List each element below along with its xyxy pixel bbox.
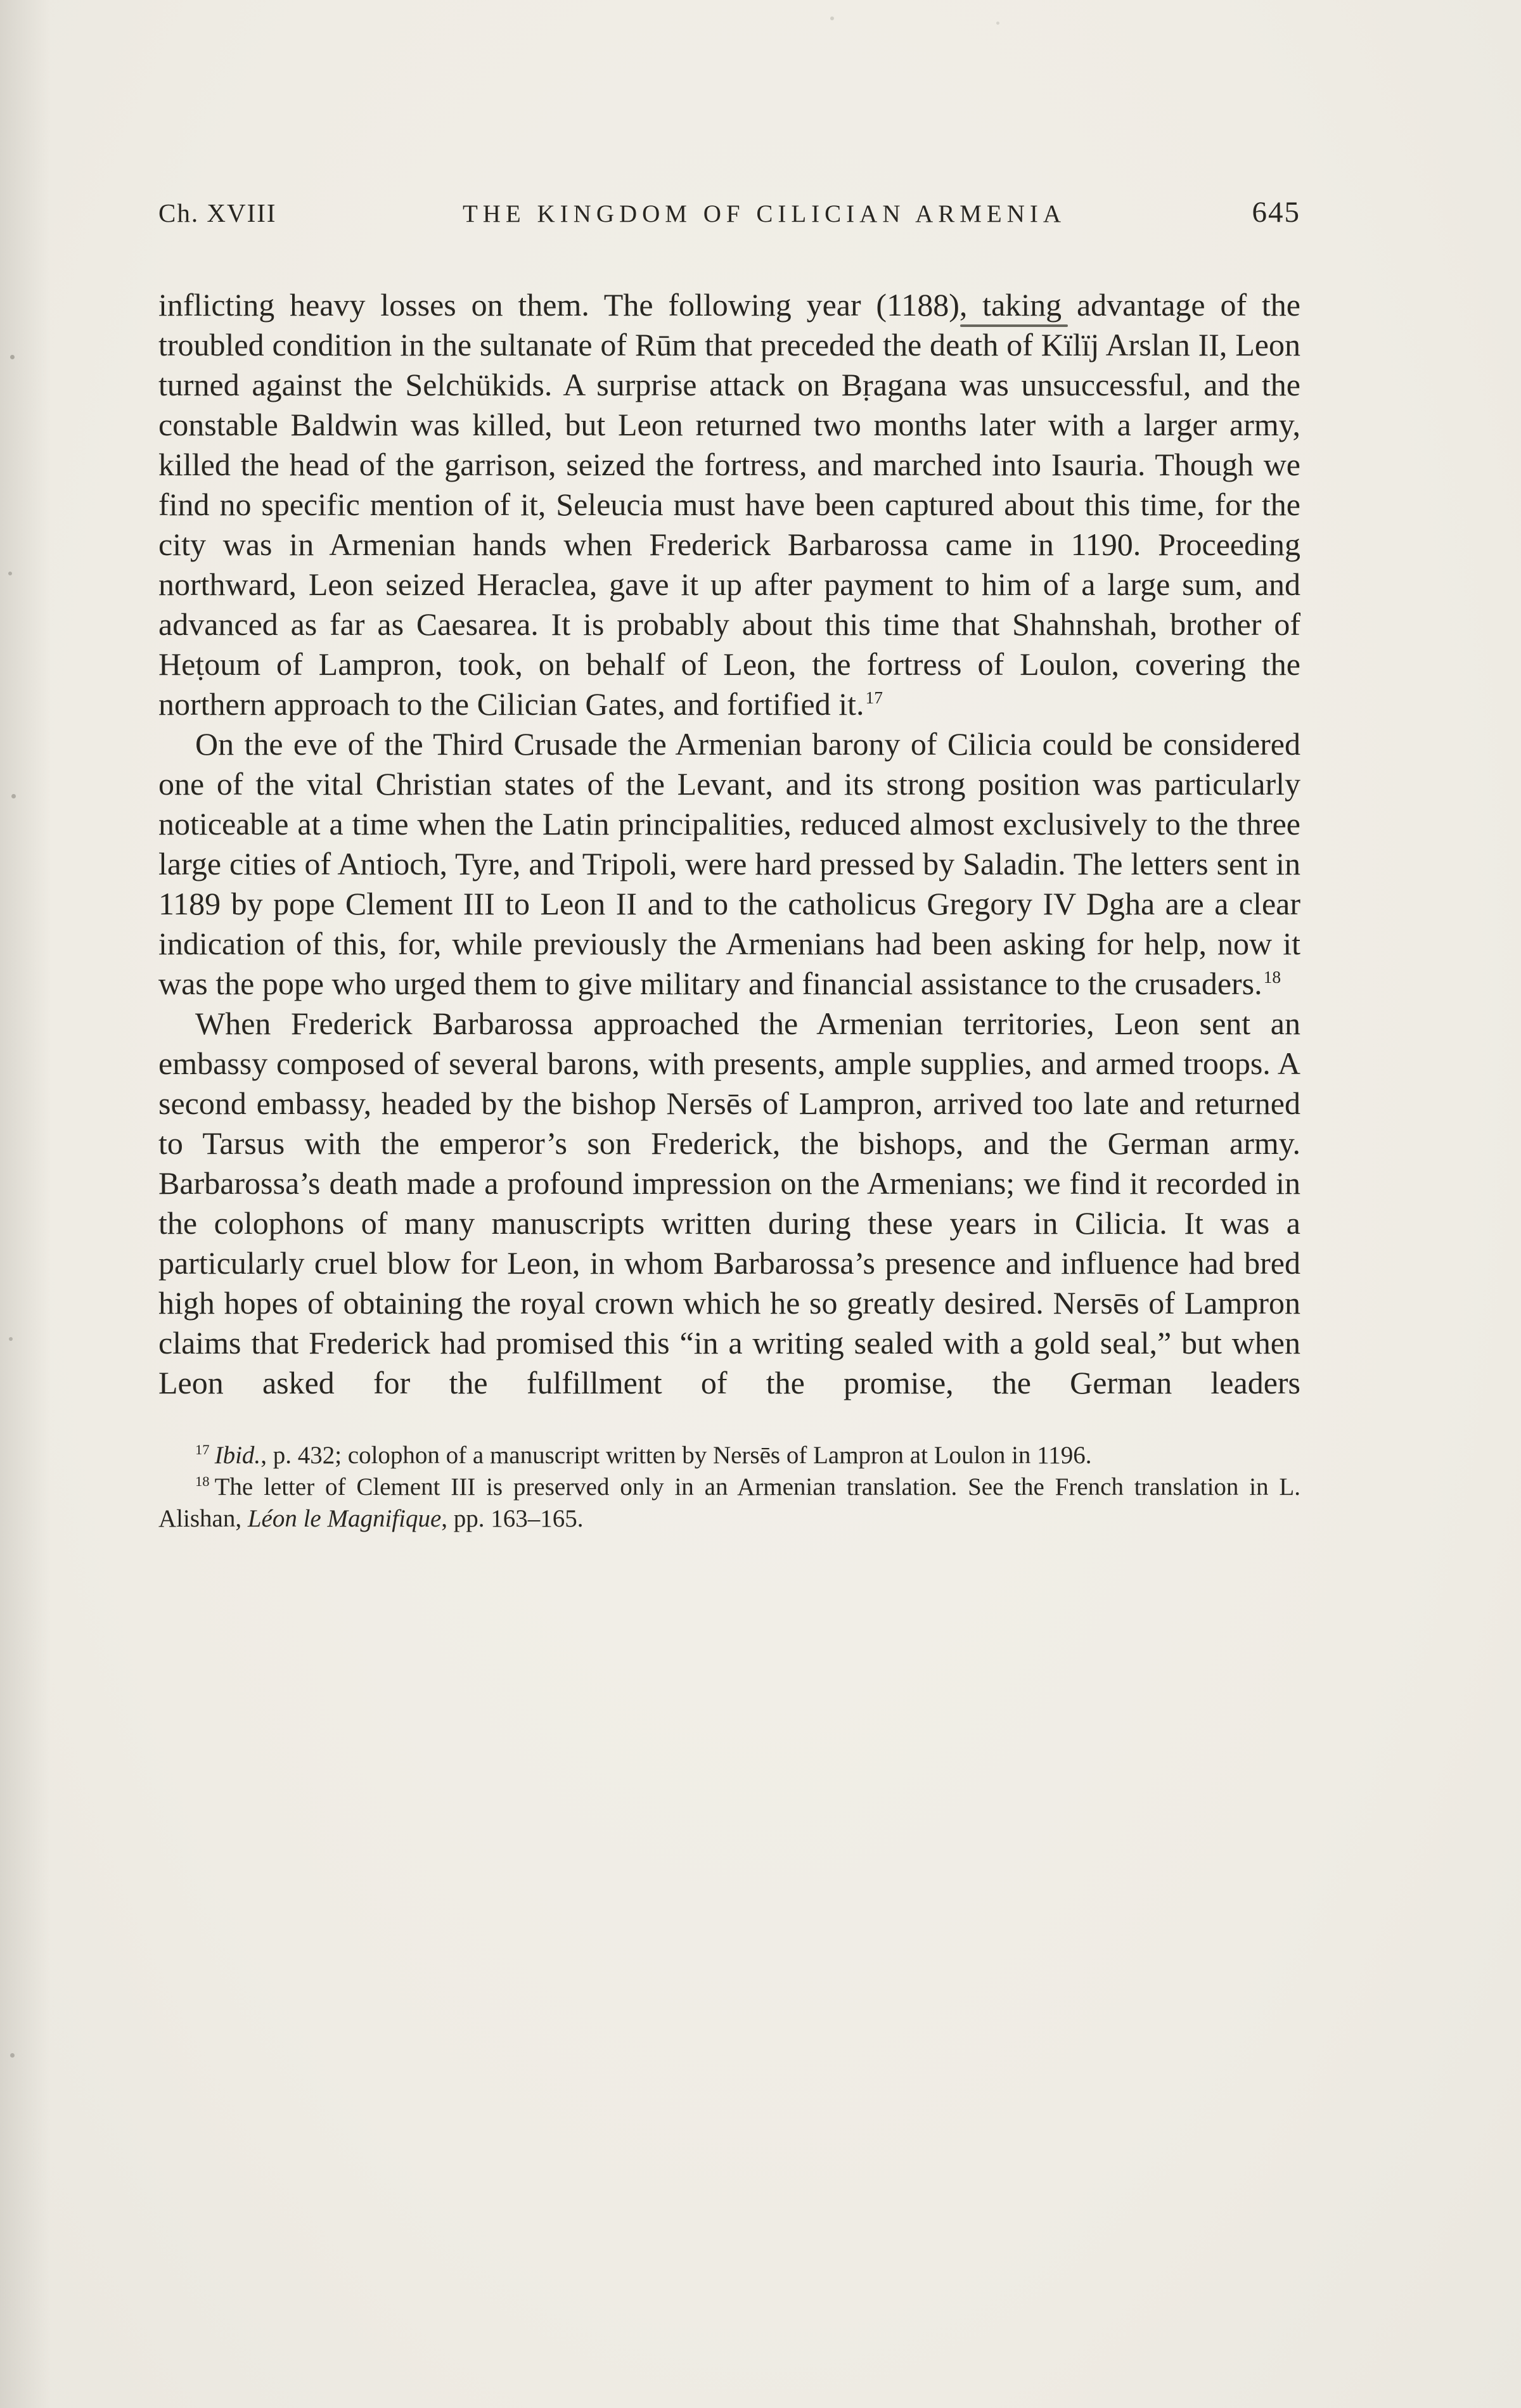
footnote-text-part: Ibid. [214,1442,261,1469]
footnote-marker: 18 [195,1473,210,1489]
scan-speck [10,355,15,359]
page-content [158,195,1300,1535]
footnotes [158,1440,1300,1535]
footnote-text-part: Léon le Magnifique [247,1505,442,1532]
paragraph-text: inflicting heavy losses on them. The following year (1188), taking advantage of the troubled condition in the sultanate of Rūm that preceded the death of Kïlïj Arslan II, Leon turned against the Selchükids. A surprise attack on Bṛagana was unsuccessful, and the constable Baldwin was killed, but Leon returned two months later with a larger army, killed the head of the garrison, seized the fortress, and marched into Isauria. Though we find no specific mention of it, Seleucia must have been captured about this time, for the city was in Armenian hands when Frederick Barbarossa came in 1190. Proceeding northward, Leon seized Heraclea, gave it up after payment to him of a large sum, and advanced as far as Caesarea. It is probably about this time that Shahnshah, brother of Heṭoum of Lampron, took, on behalf of Leon, the fortress of Loulon, covering the northern approach to the Cilician Gates, and fortified it. [158,287,1300,722]
footnote [158,1440,1300,1471]
scan-speck [996,22,999,25]
footnote-text-part: The letter of Clement III is preserved only in an Armenian translation. See the French translation in L. Alishan, [158,1473,1300,1532]
paragraph [158,724,1300,1004]
footnote-reference: 18 [1263,967,1281,987]
chapter-label: Ch. XVIII [158,198,277,227]
running-title: THE KINGDOM OF CILICIAN ARMENIA [462,200,1067,227]
paragraph-text: When Frederick Barbarossa approached the Armenian territories, Leon sent an embassy composed of several barons, with presents, ample supplies, and armed troops. A second embassy, headed by the bishop Nersēs of Lampron, arrived too late and returned to Tarsus with the emperor’s son Frederick, the bishops, and the German army. Barbarossa’s death made a profound impression on the Armenians; we find it recorded in the colophons of many manuscripts written during these years in Cilicia. It was a particularly cruel blow for Leon, in whom Barbarossa’s presence and influence had bred high hopes of obtaining the royal crown which he so greatly desired. Nersēs of Lampron claims that Frederick had promised this “in a writing sealed with a gold seal,” but when Leon asked for the fulfillment of the promise, the German leaders [158,1006,1300,1400]
scan-speck [8,572,12,575]
scan-speck [9,1337,13,1341]
scan-speck [10,2053,15,2058]
page-header [158,195,1300,229]
footnote [158,1471,1300,1535]
paragraph-text: On the eve of the Third Crusade the Armenian barony of Cilicia could be considered one of the vital Christian states of the Levant, and its strong position was particularly noticeable at a time when the Latin principalities, reduced almost exclusively to the three large cities of Antioch, Tyre, and Tripoli, were hard pressed by Saladin. The letters sent in 1189 by pope Clement III to Leon II and to the catholicus Gregory IV Dgha are a clear indication of this, for, while previously the Armenians had been asking for help, now it was the pope who urged them to give military and financial assistance to the crusaders. [158,726,1300,1001]
page-number: 645 [1252,196,1300,229]
footnote-text-part: , p. 432; colophon of a manuscript written by Nersēs of Lampron at Loulon in 1196. [260,1442,1092,1469]
scan-speck [830,16,834,20]
paragraph [158,1004,1300,1403]
paragraph [158,285,1300,724]
body-text [158,285,1300,1403]
footnote-reference: 17 [865,688,883,708]
footnote-text-part: , pp. 163–165. [441,1505,584,1532]
scan-speck [11,794,16,798]
footnote-marker: 17 [195,1442,210,1457]
